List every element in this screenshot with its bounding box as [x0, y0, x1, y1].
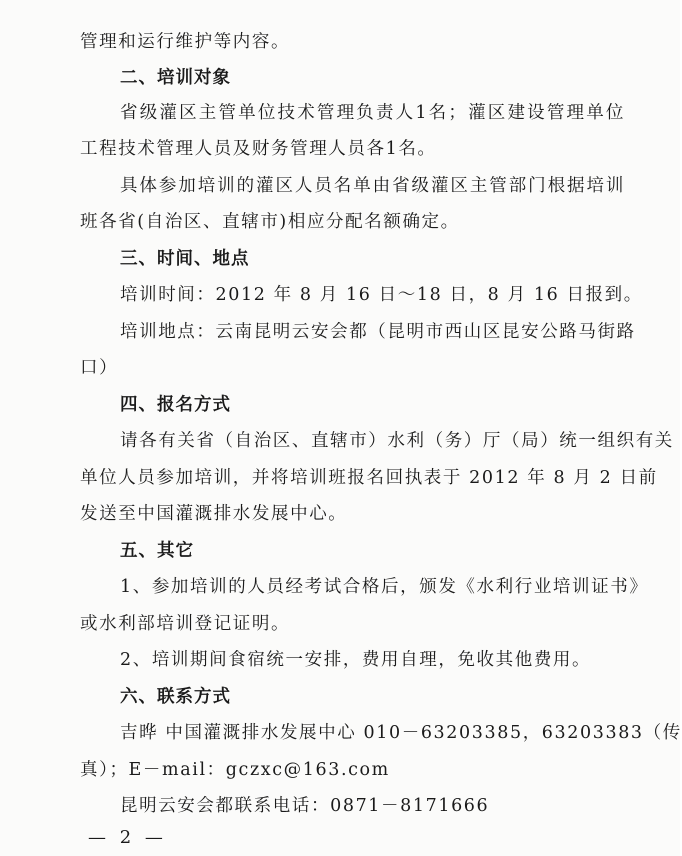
paragraph-line: 发送至中国灌溉排水发展中心。 — [80, 504, 348, 524]
paragraph-line: 管理和运行维护等内容。 — [80, 32, 291, 52]
paragraph-line: 昆明云安会都联系电话：0871－8171666 — [120, 796, 490, 816]
paragraph-line: 单位人员参加培训，并将培训班报名回执表于 2012 年 8 月 2 日前 — [80, 468, 658, 488]
paragraph-line: 工程技术管理人员及财务管理人员各1名。 — [80, 139, 437, 159]
paragraph-line: 口） — [80, 358, 119, 378]
paragraph-line: 真）；E－mail：gczxc@163.com — [80, 760, 390, 780]
section-heading: 六、联系方式 — [120, 687, 231, 707]
paragraph-line: 2、培训期间食宿统一安排，费用自理，免收其他费用。 — [120, 650, 592, 670]
section-heading: 四、报名方式 — [120, 395, 231, 415]
section-heading: 二、培训对象 — [120, 68, 231, 88]
page-number: — 2 — — [88, 827, 167, 848]
paragraph-line: 培训地点：云南昆明云安会都（昆明市西山区昆安公路马街路 — [120, 322, 636, 342]
section-heading: 五、其它 — [120, 541, 194, 561]
paragraph-line: 班各省(自治区、直辖市)相应分配名额确定。 — [80, 212, 460, 232]
paragraph-line: 1、参加培训的人员经考试合格后，颁发《水利行业培训证书》 — [120, 577, 649, 597]
paragraph-line: 吉晔 中国灌溉排水发展中心 010－63203385，63203383（传 — [120, 723, 682, 743]
section-heading: 三、时间、地点 — [120, 249, 250, 269]
paragraph-line: 请各有关省（自治区、直辖市）水利（务）厅（局）统一组织有关 — [120, 431, 674, 451]
paragraph-line: 培训时间：2012 年 8 月 16 日～18 日，8 月 16 日报到。 — [120, 285, 643, 305]
paragraph-line: 省级灌区主管单位技术管理负责人1名；灌区建设管理单位 — [120, 103, 625, 123]
paragraph-line: 或水利部培训登记证明。 — [80, 614, 291, 634]
paragraph-line: 具体参加培训的灌区人员名单由省级灌区主管部门根据培训 — [120, 176, 625, 196]
